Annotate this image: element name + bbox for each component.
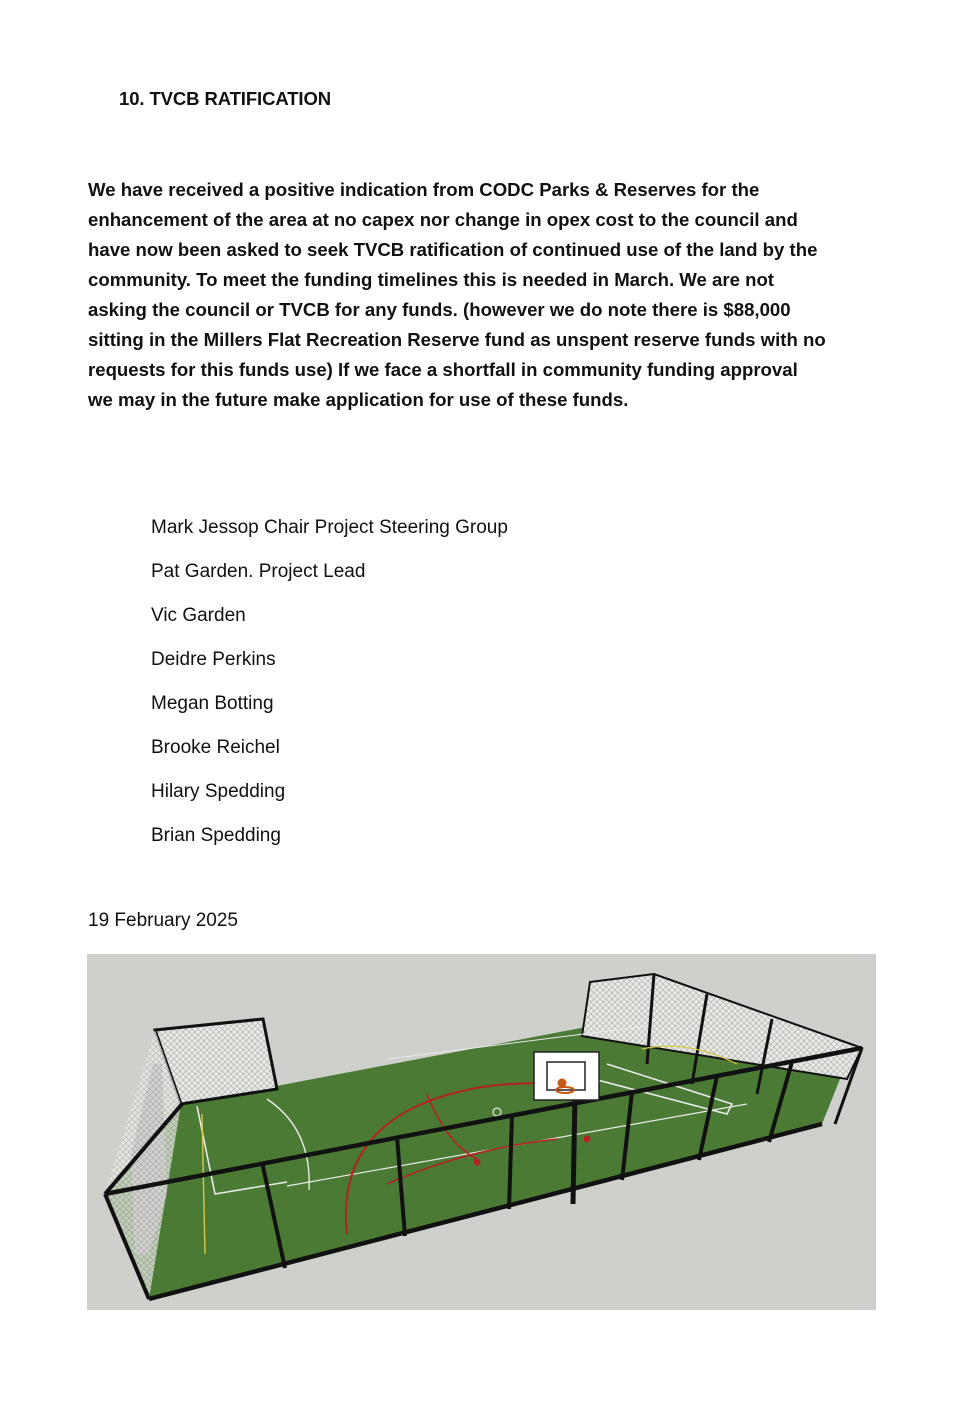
- signatory-list: [151, 515, 508, 867]
- paragraph-line: sitting in the Millers Flat Recreation Reserve fund as unspent reserve funds with no: [88, 329, 826, 350]
- signatory-name: Deidre Perkins: [151, 649, 276, 670]
- signatory-name: Brooke Reichel: [151, 737, 280, 758]
- body-paragraph: [88, 175, 888, 415]
- paragraph-line: asking the council or TVCB for any funds. (however we do note there is $88,000: [88, 299, 791, 320]
- court-rendering-image: [87, 954, 876, 1310]
- paragraph-line: community. To meet the funding timelines this is needed in March. We are not: [88, 269, 774, 290]
- signatory-name: Brian Spedding: [151, 825, 281, 846]
- signatory-name: Hilary Spedding: [151, 781, 286, 802]
- signatory-name: Mark Jessop Chair Project Steering Group: [151, 517, 508, 538]
- section-heading: 10. TVCB RATIFICATION: [119, 88, 332, 109]
- signatory-name: Vic Garden: [151, 605, 246, 626]
- paragraph-line: We have received a positive indication from CODC Parks & Reserves for the: [88, 179, 760, 200]
- court-rendering-illustration: [87, 954, 876, 1310]
- signatory-name: Pat Garden. Project Lead: [151, 561, 366, 582]
- signatory-name: Megan Botting: [151, 693, 274, 714]
- document-date: 19 February 2025: [88, 910, 238, 931]
- paragraph-line: we may in the future make application for use of these funds.: [88, 389, 629, 410]
- paragraph-line: have now been asked to seek TVCB ratification of continued use of the land by the: [88, 239, 818, 260]
- paragraph-line: requests for this funds use) If we face a shortfall in community funding approval: [88, 359, 798, 380]
- paragraph-line: enhancement of the area at no capex nor change in opex cost to the council and: [88, 209, 798, 230]
